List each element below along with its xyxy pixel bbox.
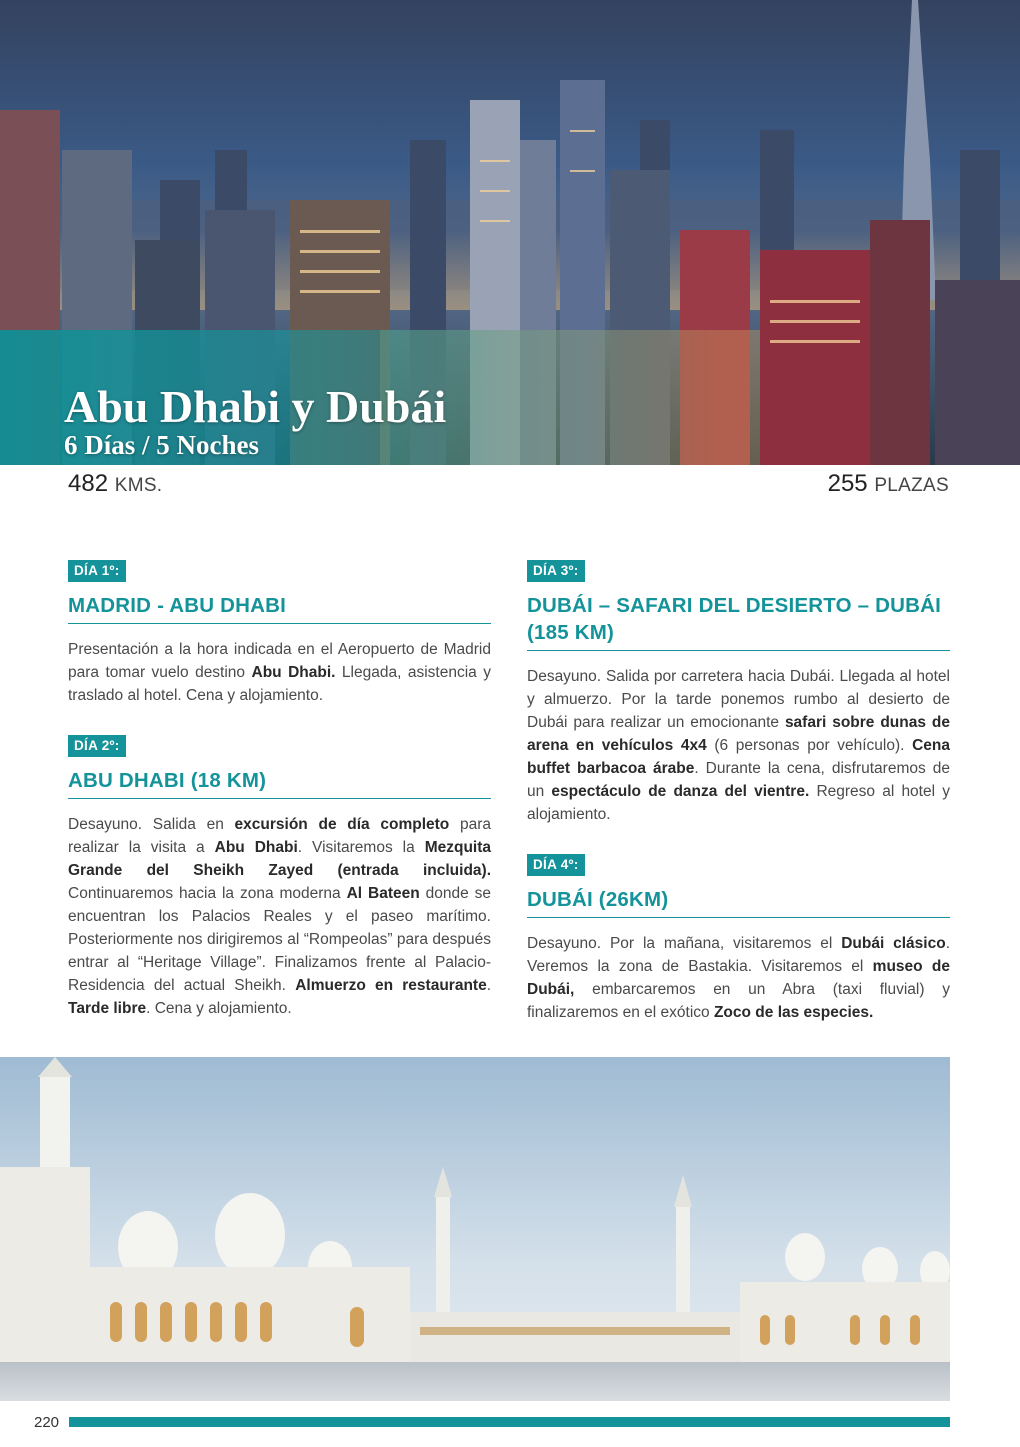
highlight-text: Zoco de las especies. [713,1004,874,1022]
highlight-text: museo de Dubái, [527,958,950,999]
day-title: DUBÁI (26KM) [527,886,950,918]
day-badge: DÍA 2º: [68,735,126,757]
itinerary-right-column [527,560,950,1024]
day-description [68,813,491,1020]
day-3 [527,560,950,826]
day-4 [527,854,950,1024]
day-badge: DÍA 3º: [527,560,585,582]
day-title: ABU DHABI (18 KM) [68,767,491,799]
day-title: DUBÁI – SAFARI DEL DESIERTO – DUBÁI (185 KM) [527,592,950,651]
body-text: Llegada, asistencia y traslado al hotel. Cena y alojamiento. [68,664,491,705]
day-title: MADRID - ABU DHABI [68,592,491,624]
body-text: . Veremos la zona de Bastakia. Visitaremos el [527,935,950,976]
highlight-text: Mezquita Grande del Sheikh Zayed (entrada incluida). [68,839,491,880]
body-text: Desayuno. Salida por carretera hacia Dubái. Llegada al hotel y almuerzo. Por la tarde ponemos rumbo al desierto de Dubái para realizar un emocionante [527,668,950,732]
body-text: donde se encuentran los Palacios Reales y el paseo marítimo. Posteriormente nos dirigiremos al “Rompeolas” para después entrar al “Heritage Village”. Finalizamos frente al Palacio-Residencia del actual Sheikh. [68,885,492,995]
highlight-text: Al Bateen [346,885,420,903]
highlight-text: Abu Dhabi [214,839,298,857]
highlight-text: Cena buffet barbacoa árabe [527,737,950,778]
mosque-illustration [0,1057,950,1401]
body-text: . Durante la cena, disfrutaremos de un [527,760,950,801]
body-text: (6 personas por vehículo). [706,737,913,755]
body-text: Desayuno. Salida en [68,816,235,834]
plazas-stat [828,470,949,498]
body-text: . Cena y alojamiento. [146,1000,292,1018]
body-text: . [486,977,492,995]
body-text: Regreso al hotel y alojamiento. [527,783,950,824]
highlight-text: excursión de día completo [234,816,450,834]
highlight-text: Dubái clásico [841,935,946,953]
mosque-image [0,1057,950,1401]
highlight-text: safari sobre dunas de arena en vehículos 4x4 [527,714,950,755]
day-description [527,665,950,826]
itinerary-left-column [68,560,491,1020]
kms-stat [68,470,162,498]
body-text: Desayuno. Por la mañana, visitaremos el [527,935,842,953]
plazas-unit: PLAZAS [874,475,949,496]
page-number: 220 [34,1414,60,1431]
body-text: . Visitaremos la [297,839,425,857]
body-text: embarcaremos en un Abra (taxi fluvial) y finalizaremos en el exótico [527,981,950,1022]
day-badge: DÍA 1º: [68,560,126,582]
day-description [527,932,950,1024]
body-text: Continuaremos hacia la zona moderna [68,885,347,903]
footer-bar [69,1417,950,1427]
kms-value: 482 [68,470,109,497]
highlight-text: Almuerzo en restaurante [295,977,487,995]
body-text: para realizar la visita a [68,816,491,857]
highlight-text: espectáculo de danza del vientre. [551,783,810,801]
day-badge: DÍA 4º: [527,854,585,876]
day-description [68,638,491,707]
highlight-text: Tarde libre [68,1000,147,1018]
day-1 [68,560,491,707]
day-2 [68,735,491,1020]
trip-duration: 6 Días / 5 Noches [64,430,259,460]
trip-title: Abu Dhabi y Dubái [64,381,447,432]
highlight-text: Abu Dhabi. [251,664,336,682]
hero-image [0,0,1020,465]
plazas-value: 255 [827,470,868,497]
body-text: Presentación a la hora indicada en el Aeropuerto de Madrid para tomar vuelo destino [68,641,491,682]
kms-unit: KMS. [114,475,163,496]
